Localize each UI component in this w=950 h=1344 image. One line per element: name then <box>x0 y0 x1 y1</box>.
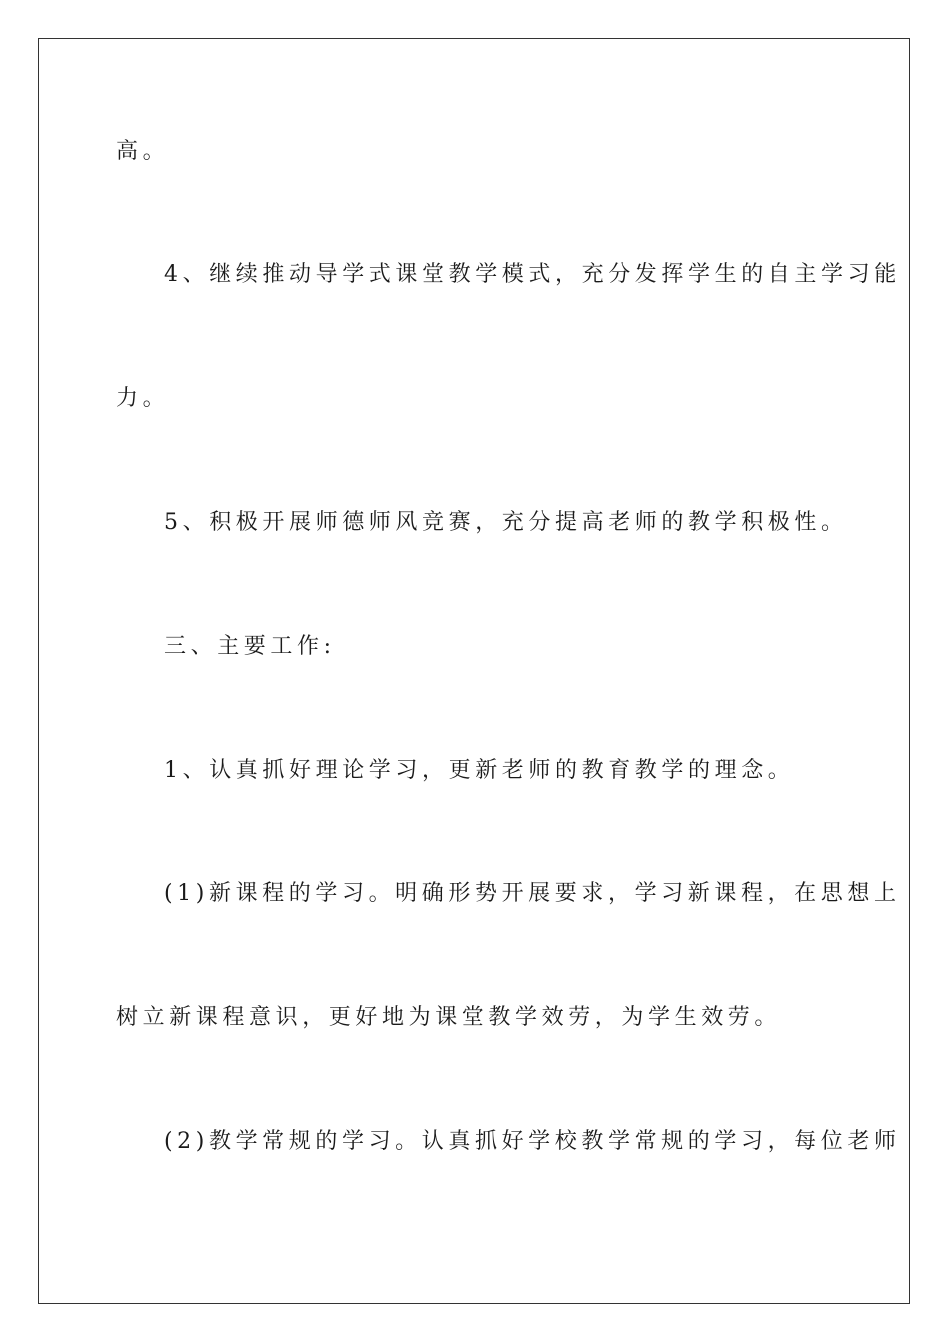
text-line: 力。 <box>116 386 170 411</box>
text-line: 4、继续推动导学式课堂教学模式，充分发挥学生的自主学习能 <box>164 262 901 287</box>
text-line: 高。 <box>116 139 170 164</box>
text-line: (2)教学常规的学习。认真抓好学校教学常规的学习，每位老师 <box>164 1129 901 1154</box>
text-line: (1)新课程的学习。明确形势开展要求，学习新课程，在思想上 <box>164 881 901 906</box>
text-line: 5、积极开展师德师风竞赛，充分提高老师的教学积极性。 <box>164 510 848 535</box>
text-line: 1、认真抓好理论学习，更新老师的教育教学的理念。 <box>164 758 795 783</box>
page-border <box>38 38 910 1304</box>
section-heading: 三、主要工作: <box>164 634 336 659</box>
text-line: 树立新课程意识，更好地为课堂教学效劳，为学生效劳。 <box>116 1005 782 1030</box>
